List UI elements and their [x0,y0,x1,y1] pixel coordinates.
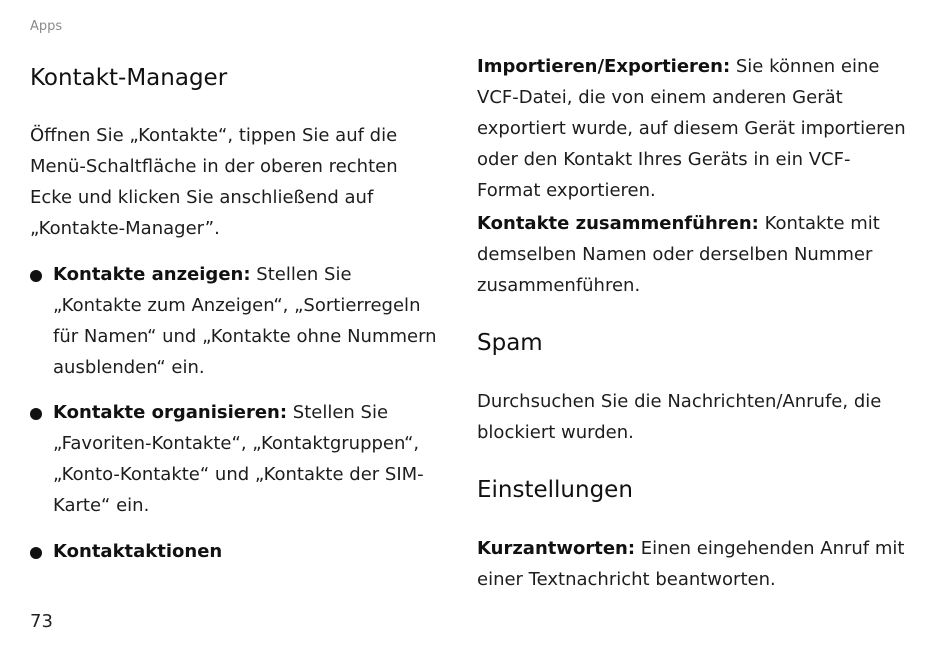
merge-paragraph [477,208,897,301]
bullet-term: Kontakte organisieren: [53,402,288,423]
quick-reply-paragraph [477,533,907,595]
bullet-text [53,536,445,567]
section-title-spam: Spam [477,330,543,356]
spam-paragraph: Durchsuchen Sie die Nachrichten/Anrufe, die blockiert wurden. [477,391,882,443]
intro-paragraph: Öffnen Sie „Kontakte“, tippen Sie auf die Menü-Schaltfläche in der oberen rechten Ecke und klicken Sie anschließend auf „Kontakte-Manager”. [30,125,398,239]
import-export-term: Importieren/Exportieren: [477,56,731,77]
bullet-term: Kontaktaktionen [53,541,223,562]
section-title-kontakt-manager: Kontakt-Manager [30,65,228,91]
merge-text: Kontakte mit demselben Namen oder derselben Nummer zusammenführen. [477,213,880,296]
bullet-text [53,397,445,521]
bullet-description: Stellen Sie „Favoriten-Kontakte“, „Kontaktgruppen“, „Konto-Kontakte“ und „Kontakte der SIM-Karte“ ein. [53,402,424,516]
import-export-text: Sie können eine VCF-Datei, die von einem anderen Gerät exportiert wurde, auf diesem Gerät importieren oder den Kontakt Ihres Geräts in ein VCF-Format exportieren. [477,56,906,201]
quick-reply-term: Kurzantworten: [477,538,636,559]
bullet-dot-icon [30,547,42,559]
quick-reply-text: Einen eingehenden Anruf mit einer Textnachricht beantworten. [477,538,905,590]
merge-term: Kontakte zusammenführen: [477,213,759,234]
import-export-paragraph [477,51,907,206]
bullet-dot-icon [30,408,42,420]
bullet-dot-icon [30,270,42,282]
bullet-text [53,259,445,383]
section-header: Apps [30,19,63,34]
section-title-einstellungen: Einstellungen [477,477,633,503]
bullet-description: Stellen Sie „Kontakte zum Anzeigen“, „Sortierregeln für Namen“ und „Kontakte ohne Nummern ausblenden“ ein. [53,264,437,378]
page-number: 73 [30,611,53,632]
bullet-term: Kontakte anzeigen: [53,264,251,285]
